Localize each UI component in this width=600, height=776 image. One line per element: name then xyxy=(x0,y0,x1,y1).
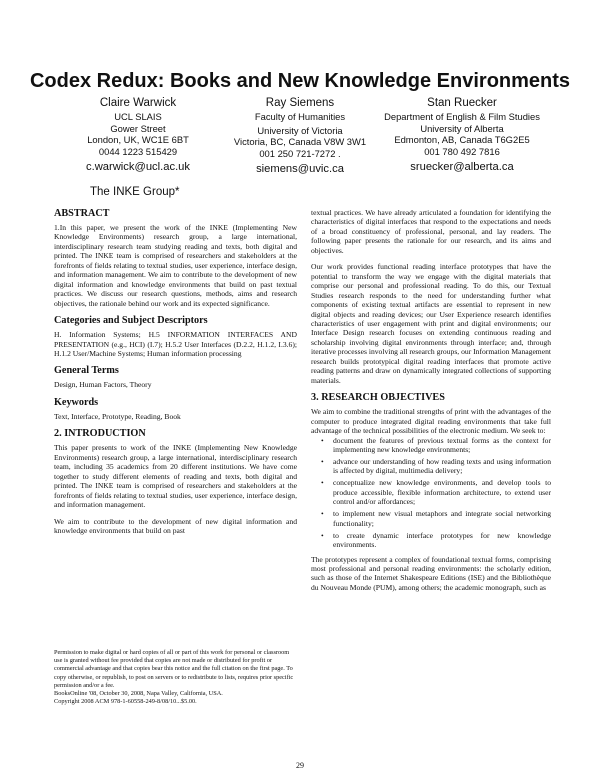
author-phone: 001 780 492 7816 xyxy=(424,145,500,157)
author-affiliation-line: Department of English & Film Studies xyxy=(384,111,540,122)
list-item: • to implement new visual metaphors and integrate social networking functionality; xyxy=(311,509,551,528)
author-name: Claire Warwick xyxy=(99,97,177,109)
author-name: Stan Ruecker xyxy=(427,97,497,109)
list-item: • to create dynamic interface prototypes for new knowledge environments. xyxy=(311,531,551,550)
page-number: 29 xyxy=(296,761,304,770)
right-paragraph-1: textual practices. We have already articulated a foundation for identifying the characteristics of digital interfaces that respond to the expectations and needs of a broad constituency of professional, personal, and lay readers. The following paper presents the rationale for our research, and its aims and objectives. xyxy=(311,208,551,255)
author-phone: 001 250 721-7272 . xyxy=(259,147,341,159)
author-email[interactable]: siemens@uvic.ca xyxy=(256,163,344,176)
list-item: • advance our understanding of how reading texts and using information is affected by digital, multimedia delivery; xyxy=(311,457,551,476)
general-terms-text: Design, Human Factors, Theory xyxy=(54,380,152,390)
author-block-ruecker xyxy=(367,97,557,174)
author-phone: 0044 1223 515429 xyxy=(98,145,178,157)
general-terms-heading: General Terms xyxy=(54,365,119,377)
introduction-paragraph-2: We aim to contribute to the development of new digital information and knowledge environments that build on past xyxy=(54,516,297,535)
author-affiliation-line: University of Victoria xyxy=(257,124,343,136)
author-affiliation-line: Edmonton, AB, Canada T6G2E5 xyxy=(394,134,530,146)
permission-notice: Permission to make digital or hard copies of all or part of this work for personal or classroom use is granted without fee provided that copies are not made or distributed for profit or commercial advantage and that copies bear this notice and the full citation on the first page. To copy otherwise, or republish, to post on servers or to redistribute to lists, requires prior specific permission and/or a fee. xyxy=(54,649,294,689)
objectives-intro: We aim to combine the traditional strengths of print with the advantages of the computer to produce integrated digital reading environments that take full advantage of the technical possibilities of the electronic medium. We seek to: xyxy=(311,407,551,436)
categories-text: H. Information Systems; H.5 INFORMATION INTERFACES AND PRESENTATION (e.g., HCI) (I.7); H.5.2 User Interfaces (D.2.2, H.1.2, I.3.6); H.1.2 User/Machine Systems; Human information processing xyxy=(54,330,297,358)
author-affiliation-line: Gower Street xyxy=(110,122,166,134)
author-affiliation-line: University of Alberta xyxy=(420,122,504,134)
copyright-footnote xyxy=(54,649,297,706)
introduction-heading: 2. INTRODUCTION xyxy=(54,428,146,440)
categories-heading: Categories and Subject Descriptors xyxy=(54,315,208,327)
keywords-heading: Keywords xyxy=(54,396,99,408)
abstract-text: 1.In this paper, we present the work of the INKE (Implementing New Knowledge Environments) research group, a large international, interdisciplinary research team studying reading and texts, both digital and printed. The INKE team is comprised of researchers and stakeholders at the forefronts of fields relating to textual studies, user experience, interface design, and information management. We aim to contribute to the development of new digital information and knowledge environments that build on past textual practices. We discuss our research questions, methods, aims and research objectives, the rationale behind our work and its expected significance. xyxy=(54,223,297,308)
author-affiliation-line: UCL SLAIS xyxy=(114,111,162,122)
list-item: • conceptualize new knowledge environments, and develop tools to produce accessible, flexible information architecture, to extend user control and/or affordances; xyxy=(311,478,551,506)
abstract-heading: ABSTRACT xyxy=(54,208,110,219)
author-email[interactable]: sruecker@alberta.ca xyxy=(410,161,514,174)
author-affiliation-line: Faculty of Humanities xyxy=(254,111,346,122)
right-paragraph-2: Our work provides functional reading interface prototypes that have the potential to transform the way we engage with the digital materials that comprise our personal and professional reading. To do this, our Textual Studies research responds to the need for understanding further what components of existing textual artifacts are essential to represent in new digital objects and reading devices; our User Experience research identifies characteristics of user engagement with print and digital environments; our Interface Design research focuses on extending continuous reading and scholarship involving digital environments through interface; and, through iterative processes involving all research groups, our Information Management research builds prototypical digital reading interfaces that promote active reading patterns and draw on dynamically integrated collections of supporting materials. xyxy=(311,262,551,385)
right-column xyxy=(311,208,551,592)
paper-title: Codex Redux: Books and New Knowledge Environments xyxy=(29,70,571,92)
author-group: The INKE Group* xyxy=(90,186,180,198)
list-item: • document the features of previous textual forms as the context for implementing new knowledge environments; xyxy=(311,436,551,455)
author-affiliation-line: Victoria, BC, Canada V8W 3W1 xyxy=(233,136,367,148)
author-email[interactable]: c.warwick@ucl.ac.uk xyxy=(86,161,190,174)
author-affiliation-line: London, UK, WC1E 6BT xyxy=(87,134,189,146)
author-name: Ray Siemens xyxy=(265,97,335,109)
introduction-paragraph-1: This paper presents to work of the INKE (Implementing New Knowledge Environments) research group, a large international, interdisciplinary research team, including 35 academics from 20 different institutions. We have come together to study different elements of reading and texts, both digital and printed. The INKE team is comprised of researchers and stakeholders at the forefronts of fields relating to textual studies, user experience, interface design, and information management. xyxy=(54,443,297,510)
objectives-list xyxy=(311,436,551,550)
prototypes-paragraph: The prototypes represent a complex of foundational textual forms, comprising most professional and personal reading environments: the scholarly edition, such as those of the Internet Shakespeare Editions (ISE) and the Bibliothèque du Nouveau Monde (PUM), among others; the academic monograph, such as xyxy=(311,554,551,592)
left-column xyxy=(54,205,297,535)
copyright-line: Copyright 2008 ACM 978-1-60558-249-8/08/10...$5.00. xyxy=(54,698,197,706)
research-objectives-heading: 3. RESEARCH OBJECTIVES xyxy=(311,392,445,404)
venue-line: BooksOnline '08, October 30, 2008, Napa Valley, California, USA. xyxy=(54,690,223,698)
keywords-text: Text, Interface, Prototype, Reading, Book xyxy=(54,411,181,421)
